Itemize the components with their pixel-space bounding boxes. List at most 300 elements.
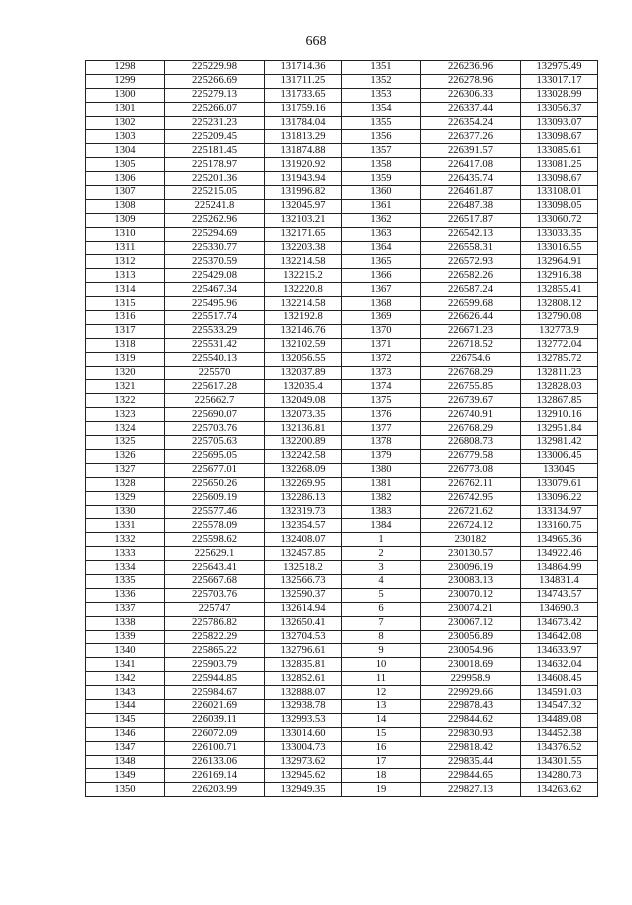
y-coordinate-right: 133093.07 — [521, 116, 598, 130]
point-id-right: 8 — [342, 630, 421, 644]
x-coordinate-left: 225533.29 — [165, 324, 265, 338]
table-row — [86, 74, 598, 88]
table-row — [86, 172, 598, 186]
table-row — [86, 491, 598, 505]
point-id-right: 1384 — [342, 519, 421, 533]
point-id-right: 1368 — [342, 297, 421, 311]
y-coordinate-left: 131996.82 — [265, 186, 342, 200]
y-coordinate-right: 133017.17 — [521, 74, 598, 88]
point-id-right: 1369 — [342, 311, 421, 325]
point-id-right: 1353 — [342, 88, 421, 102]
point-id-left: 1343 — [86, 686, 165, 700]
point-id-right: 1371 — [342, 338, 421, 352]
table-row — [86, 186, 598, 200]
table-row — [86, 283, 598, 297]
x-coordinate-right: 229958.9 — [421, 672, 521, 686]
point-id-left: 1319 — [86, 352, 165, 366]
point-id-right: 1374 — [342, 380, 421, 394]
table-row — [86, 297, 598, 311]
y-coordinate-left: 132408.07 — [265, 533, 342, 547]
point-id-right: 1359 — [342, 172, 421, 186]
y-coordinate-left: 132200.89 — [265, 436, 342, 450]
x-coordinate-left: 226100.71 — [165, 741, 265, 755]
x-coordinate-left: 225241.8 — [165, 199, 265, 213]
table-row — [86, 394, 598, 408]
table-row — [86, 227, 598, 241]
table-row — [86, 88, 598, 102]
x-coordinate-left: 225747 — [165, 602, 265, 616]
x-coordinate-right: 226779.58 — [421, 449, 521, 463]
table-row — [86, 436, 598, 450]
y-coordinate-left: 132835.81 — [265, 658, 342, 672]
table-row — [86, 547, 598, 561]
y-coordinate-right: 133108.01 — [521, 186, 598, 200]
point-id-left: 1316 — [86, 311, 165, 325]
y-coordinate-left: 132993.53 — [265, 713, 342, 727]
y-coordinate-left: 132590.37 — [265, 588, 342, 602]
point-id-left: 1333 — [86, 547, 165, 561]
point-id-right: 1383 — [342, 505, 421, 519]
point-id-right: 1372 — [342, 352, 421, 366]
x-coordinate-left: 225262.96 — [165, 213, 265, 227]
y-coordinate-right: 132964.91 — [521, 255, 598, 269]
y-coordinate-right: 132981.42 — [521, 436, 598, 450]
x-coordinate-left: 225330.77 — [165, 241, 265, 255]
point-id-right: 1373 — [342, 366, 421, 380]
point-id-left: 1308 — [86, 199, 165, 213]
x-coordinate-right: 226542.13 — [421, 227, 521, 241]
x-coordinate-right: 226768.29 — [421, 366, 521, 380]
x-coordinate-right: 226599.68 — [421, 297, 521, 311]
point-id-left: 1346 — [86, 727, 165, 741]
y-coordinate-right: 134690.3 — [521, 602, 598, 616]
table-row — [86, 102, 598, 116]
y-coordinate-right: 133060.72 — [521, 213, 598, 227]
x-coordinate-left: 225266.69 — [165, 74, 265, 88]
point-id-left: 1325 — [86, 436, 165, 450]
y-coordinate-right: 133079.61 — [521, 477, 598, 491]
point-id-right: 1 — [342, 533, 421, 547]
y-coordinate-right: 134376.52 — [521, 741, 598, 755]
x-coordinate-left: 225690.07 — [165, 408, 265, 422]
x-coordinate-left: 226021.69 — [165, 699, 265, 713]
point-id-right: 2 — [342, 547, 421, 561]
y-coordinate-left: 131943.94 — [265, 172, 342, 186]
table-row — [86, 644, 598, 658]
x-coordinate-left: 225578.09 — [165, 519, 265, 533]
table-row — [86, 213, 598, 227]
y-coordinate-left: 132102.59 — [265, 338, 342, 352]
x-coordinate-right: 229827.13 — [421, 783, 521, 797]
x-coordinate-right: 230074.21 — [421, 602, 521, 616]
y-coordinate-right: 134301.55 — [521, 755, 598, 769]
point-id-left: 1310 — [86, 227, 165, 241]
x-coordinate-left: 225786.82 — [165, 616, 265, 630]
coordinates-table — [85, 60, 598, 797]
y-coordinate-left: 132215.2 — [265, 269, 342, 283]
point-id-right: 1355 — [342, 116, 421, 130]
x-coordinate-left: 225495.96 — [165, 297, 265, 311]
x-coordinate-left: 225865.22 — [165, 644, 265, 658]
table-row — [86, 380, 598, 394]
table-row — [86, 713, 598, 727]
table-row — [86, 324, 598, 338]
table-row — [86, 658, 598, 672]
x-coordinate-left: 225215.05 — [165, 186, 265, 200]
point-id-left: 1328 — [86, 477, 165, 491]
x-coordinate-right: 226377.26 — [421, 130, 521, 144]
point-id-left: 1339 — [86, 630, 165, 644]
y-coordinate-right: 133016.55 — [521, 241, 598, 255]
x-coordinate-right: 226742.95 — [421, 491, 521, 505]
y-coordinate-left: 132973.62 — [265, 755, 342, 769]
point-id-right: 1366 — [342, 269, 421, 283]
y-coordinate-right: 132790.08 — [521, 311, 598, 325]
y-coordinate-left: 132220.8 — [265, 283, 342, 297]
point-id-right: 1376 — [342, 408, 421, 422]
point-id-left: 1335 — [86, 574, 165, 588]
y-coordinate-right: 134642.08 — [521, 630, 598, 644]
point-id-left: 1338 — [86, 616, 165, 630]
point-id-left: 1312 — [86, 255, 165, 269]
y-coordinate-left: 131711.25 — [265, 74, 342, 88]
table-row — [86, 366, 598, 380]
x-coordinate-left: 225598.62 — [165, 533, 265, 547]
x-coordinate-right: 226755.85 — [421, 380, 521, 394]
y-coordinate-left: 131874.88 — [265, 144, 342, 158]
y-coordinate-left: 132938.78 — [265, 699, 342, 713]
x-coordinate-right: 226278.96 — [421, 74, 521, 88]
point-id-left: 1301 — [86, 102, 165, 116]
table-row — [86, 588, 598, 602]
table-row — [86, 574, 598, 588]
table-row — [86, 269, 598, 283]
y-coordinate-right: 134608.45 — [521, 672, 598, 686]
table-row — [86, 630, 598, 644]
x-coordinate-right: 226558.31 — [421, 241, 521, 255]
y-coordinate-left: 133014.60 — [265, 727, 342, 741]
table-row — [86, 616, 598, 630]
x-coordinate-left: 225231.23 — [165, 116, 265, 130]
table-row — [86, 338, 598, 352]
x-coordinate-left: 225178.97 — [165, 158, 265, 172]
y-coordinate-right: 132811.23 — [521, 366, 598, 380]
x-coordinate-right: 226587.24 — [421, 283, 521, 297]
y-coordinate-left: 132704.53 — [265, 630, 342, 644]
point-id-left: 1330 — [86, 505, 165, 519]
point-id-right: 11 — [342, 672, 421, 686]
y-coordinate-right: 133098.67 — [521, 130, 598, 144]
x-coordinate-right: 229844.62 — [421, 713, 521, 727]
y-coordinate-right: 134831.4 — [521, 574, 598, 588]
point-id-left: 1314 — [86, 283, 165, 297]
point-id-right: 1356 — [342, 130, 421, 144]
x-coordinate-right: 226306.33 — [421, 88, 521, 102]
y-coordinate-right: 134452.38 — [521, 727, 598, 741]
x-coordinate-left: 225531.42 — [165, 338, 265, 352]
point-id-right: 10 — [342, 658, 421, 672]
y-coordinate-right: 134489.08 — [521, 713, 598, 727]
table-row — [86, 519, 598, 533]
table-row — [86, 727, 598, 741]
point-id-left: 1299 — [86, 74, 165, 88]
x-coordinate-right: 226721.62 — [421, 505, 521, 519]
y-coordinate-left: 132650.41 — [265, 616, 342, 630]
point-id-left: 1311 — [86, 241, 165, 255]
point-id-right: 17 — [342, 755, 421, 769]
point-id-left: 1331 — [86, 519, 165, 533]
y-coordinate-left: 132214.58 — [265, 255, 342, 269]
point-id-right: 1351 — [342, 61, 421, 75]
point-id-left: 1347 — [86, 741, 165, 755]
point-id-left: 1349 — [86, 769, 165, 783]
x-coordinate-left: 225209.45 — [165, 130, 265, 144]
y-coordinate-left: 132192.8 — [265, 311, 342, 325]
y-coordinate-left: 132945.62 — [265, 769, 342, 783]
x-coordinate-right: 226354.24 — [421, 116, 521, 130]
x-coordinate-right: 226718.52 — [421, 338, 521, 352]
x-coordinate-left: 225944.85 — [165, 672, 265, 686]
point-id-right: 13 — [342, 699, 421, 713]
y-coordinate-left: 131733.65 — [265, 88, 342, 102]
y-coordinate-right: 134633.97 — [521, 644, 598, 658]
x-coordinate-left: 225617.28 — [165, 380, 265, 394]
y-coordinate-left: 132049.08 — [265, 394, 342, 408]
point-id-left: 1309 — [86, 213, 165, 227]
y-coordinate-left: 132614.94 — [265, 602, 342, 616]
x-coordinate-left: 225695.05 — [165, 449, 265, 463]
point-id-left: 1348 — [86, 755, 165, 769]
x-coordinate-left: 225577.46 — [165, 505, 265, 519]
x-coordinate-right: 226517.87 — [421, 213, 521, 227]
table-row — [86, 463, 598, 477]
y-coordinate-left: 131784.04 — [265, 116, 342, 130]
x-coordinate-right: 229878.43 — [421, 699, 521, 713]
x-coordinate-left: 225677.01 — [165, 463, 265, 477]
y-coordinate-right: 134280.73 — [521, 769, 598, 783]
y-coordinate-right: 133085.61 — [521, 144, 598, 158]
table-row — [86, 672, 598, 686]
x-coordinate-left: 225467.34 — [165, 283, 265, 297]
x-coordinate-right: 230096.19 — [421, 561, 521, 575]
y-coordinate-left: 132354.57 — [265, 519, 342, 533]
x-coordinate-left: 225667.68 — [165, 574, 265, 588]
x-coordinate-right: 229835.44 — [421, 755, 521, 769]
x-coordinate-left: 225703.76 — [165, 422, 265, 436]
x-coordinate-left: 225517.74 — [165, 311, 265, 325]
point-id-left: 1313 — [86, 269, 165, 283]
y-coordinate-right: 132772.04 — [521, 338, 598, 352]
table-row — [86, 561, 598, 575]
table-row — [86, 477, 598, 491]
y-coordinate-left: 132518.2 — [265, 561, 342, 575]
point-id-left: 1317 — [86, 324, 165, 338]
y-coordinate-left: 132242.58 — [265, 449, 342, 463]
table-row — [86, 783, 598, 797]
x-coordinate-left: 225822.29 — [165, 630, 265, 644]
y-coordinate-right: 132773.9 — [521, 324, 598, 338]
x-coordinate-right: 226337.44 — [421, 102, 521, 116]
x-coordinate-left: 225181.45 — [165, 144, 265, 158]
point-id-left: 1298 — [86, 61, 165, 75]
x-coordinate-right: 230083.13 — [421, 574, 521, 588]
x-coordinate-right: 229830.93 — [421, 727, 521, 741]
x-coordinate-right: 226724.12 — [421, 519, 521, 533]
y-coordinate-left: 132888.07 — [265, 686, 342, 700]
table-row — [86, 449, 598, 463]
x-coordinate-right: 226461.87 — [421, 186, 521, 200]
y-coordinate-right: 134673.42 — [521, 616, 598, 630]
y-coordinate-right: 132785.72 — [521, 352, 598, 366]
point-id-left: 1344 — [86, 699, 165, 713]
y-coordinate-right: 132867.85 — [521, 394, 598, 408]
point-id-left: 1323 — [86, 408, 165, 422]
table-row — [86, 199, 598, 213]
x-coordinate-left: 226133.06 — [165, 755, 265, 769]
table-row — [86, 741, 598, 755]
x-coordinate-right: 230056.89 — [421, 630, 521, 644]
y-coordinate-left: 132796.61 — [265, 644, 342, 658]
y-coordinate-right: 133006.45 — [521, 449, 598, 463]
x-coordinate-left: 225540.13 — [165, 352, 265, 366]
table-row — [86, 533, 598, 547]
point-id-right: 1354 — [342, 102, 421, 116]
x-coordinate-right: 226808.73 — [421, 436, 521, 450]
y-coordinate-left: 132146.76 — [265, 324, 342, 338]
point-id-left: 1337 — [86, 602, 165, 616]
y-coordinate-left: 132203.38 — [265, 241, 342, 255]
point-id-left: 1320 — [86, 366, 165, 380]
y-coordinate-right: 134965.36 — [521, 533, 598, 547]
y-coordinate-left: 131714.36 — [265, 61, 342, 75]
x-coordinate-right: 226391.57 — [421, 144, 521, 158]
x-coordinate-left: 225370.59 — [165, 255, 265, 269]
point-id-left: 1306 — [86, 172, 165, 186]
y-coordinate-right: 133096.22 — [521, 491, 598, 505]
x-coordinate-right: 230130.57 — [421, 547, 521, 561]
y-coordinate-right: 134864.99 — [521, 561, 598, 575]
y-coordinate-left: 132268.09 — [265, 463, 342, 477]
y-coordinate-right: 133160.75 — [521, 519, 598, 533]
point-id-right: 5 — [342, 588, 421, 602]
point-id-left: 1326 — [86, 449, 165, 463]
x-coordinate-right: 229929.66 — [421, 686, 521, 700]
point-id-right: 1365 — [342, 255, 421, 269]
point-id-right: 6 — [342, 602, 421, 616]
y-coordinate-right: 133098.05 — [521, 199, 598, 213]
y-coordinate-left: 132566.73 — [265, 574, 342, 588]
x-coordinate-right: 226739.67 — [421, 394, 521, 408]
x-coordinate-left: 226072.09 — [165, 727, 265, 741]
point-id-left: 1332 — [86, 533, 165, 547]
y-coordinate-right: 133028.99 — [521, 88, 598, 102]
y-coordinate-right: 133134.97 — [521, 505, 598, 519]
x-coordinate-right: 226768.29 — [421, 422, 521, 436]
y-coordinate-right: 132808.12 — [521, 297, 598, 311]
table-row — [86, 699, 598, 713]
y-coordinate-left: 132171.65 — [265, 227, 342, 241]
y-coordinate-left: 132286.13 — [265, 491, 342, 505]
point-id-left: 1318 — [86, 338, 165, 352]
point-id-right: 4 — [342, 574, 421, 588]
x-coordinate-right: 230018.69 — [421, 658, 521, 672]
point-id-right: 1364 — [342, 241, 421, 255]
x-coordinate-right: 226487.38 — [421, 199, 521, 213]
table-row — [86, 755, 598, 769]
y-coordinate-left: 132214.58 — [265, 297, 342, 311]
x-coordinate-right: 229818.42 — [421, 741, 521, 755]
point-id-left: 1345 — [86, 713, 165, 727]
table-row — [86, 686, 598, 700]
x-coordinate-left: 226203.99 — [165, 783, 265, 797]
x-coordinate-right: 230067.12 — [421, 616, 521, 630]
x-coordinate-right: 226762.11 — [421, 477, 521, 491]
point-id-left: 1307 — [86, 186, 165, 200]
point-id-left: 1350 — [86, 783, 165, 797]
point-id-right: 1382 — [342, 491, 421, 505]
y-coordinate-right: 134632.04 — [521, 658, 598, 672]
point-id-right: 1358 — [342, 158, 421, 172]
point-id-left: 1304 — [86, 144, 165, 158]
x-coordinate-right: 230054.96 — [421, 644, 521, 658]
x-coordinate-right: 226740.91 — [421, 408, 521, 422]
y-coordinate-left: 132103.21 — [265, 213, 342, 227]
y-coordinate-left: 132457.85 — [265, 547, 342, 561]
y-coordinate-left: 132073.35 — [265, 408, 342, 422]
table-row — [86, 116, 598, 130]
y-coordinate-left: 132136.81 — [265, 422, 342, 436]
point-id-left: 1315 — [86, 297, 165, 311]
point-id-right: 1380 — [342, 463, 421, 477]
y-coordinate-right: 133098.67 — [521, 172, 598, 186]
y-coordinate-left: 132035.4 — [265, 380, 342, 394]
table-row — [86, 602, 598, 616]
x-coordinate-left: 225903.79 — [165, 658, 265, 672]
y-coordinate-left: 132056.55 — [265, 352, 342, 366]
x-coordinate-right: 229844.65 — [421, 769, 521, 783]
point-id-right: 15 — [342, 727, 421, 741]
x-coordinate-right: 226773.08 — [421, 463, 521, 477]
point-id-left: 1305 — [86, 158, 165, 172]
point-id-right: 1367 — [342, 283, 421, 297]
x-coordinate-right: 230182 — [421, 533, 521, 547]
point-id-right: 18 — [342, 769, 421, 783]
point-id-right: 1379 — [342, 449, 421, 463]
point-id-left: 1303 — [86, 130, 165, 144]
y-coordinate-left: 131920.92 — [265, 158, 342, 172]
x-coordinate-left: 225662.7 — [165, 394, 265, 408]
table-row — [86, 505, 598, 519]
y-coordinate-right: 134591.03 — [521, 686, 598, 700]
x-coordinate-right: 230070.12 — [421, 588, 521, 602]
y-coordinate-left: 133004.73 — [265, 741, 342, 755]
x-coordinate-right: 226626.44 — [421, 311, 521, 325]
point-id-right: 14 — [342, 713, 421, 727]
x-coordinate-right: 226582.26 — [421, 269, 521, 283]
point-id-right: 1381 — [342, 477, 421, 491]
x-coordinate-right: 226417.08 — [421, 158, 521, 172]
point-id-left: 1321 — [86, 380, 165, 394]
x-coordinate-right: 226754.6 — [421, 352, 521, 366]
table-row — [86, 255, 598, 269]
y-coordinate-right: 133033.35 — [521, 227, 598, 241]
point-id-right: 12 — [342, 686, 421, 700]
x-coordinate-left: 226169.14 — [165, 769, 265, 783]
point-id-left: 1324 — [86, 422, 165, 436]
point-id-left: 1334 — [86, 561, 165, 575]
point-id-left: 1341 — [86, 658, 165, 672]
x-coordinate-left: 225703.76 — [165, 588, 265, 602]
